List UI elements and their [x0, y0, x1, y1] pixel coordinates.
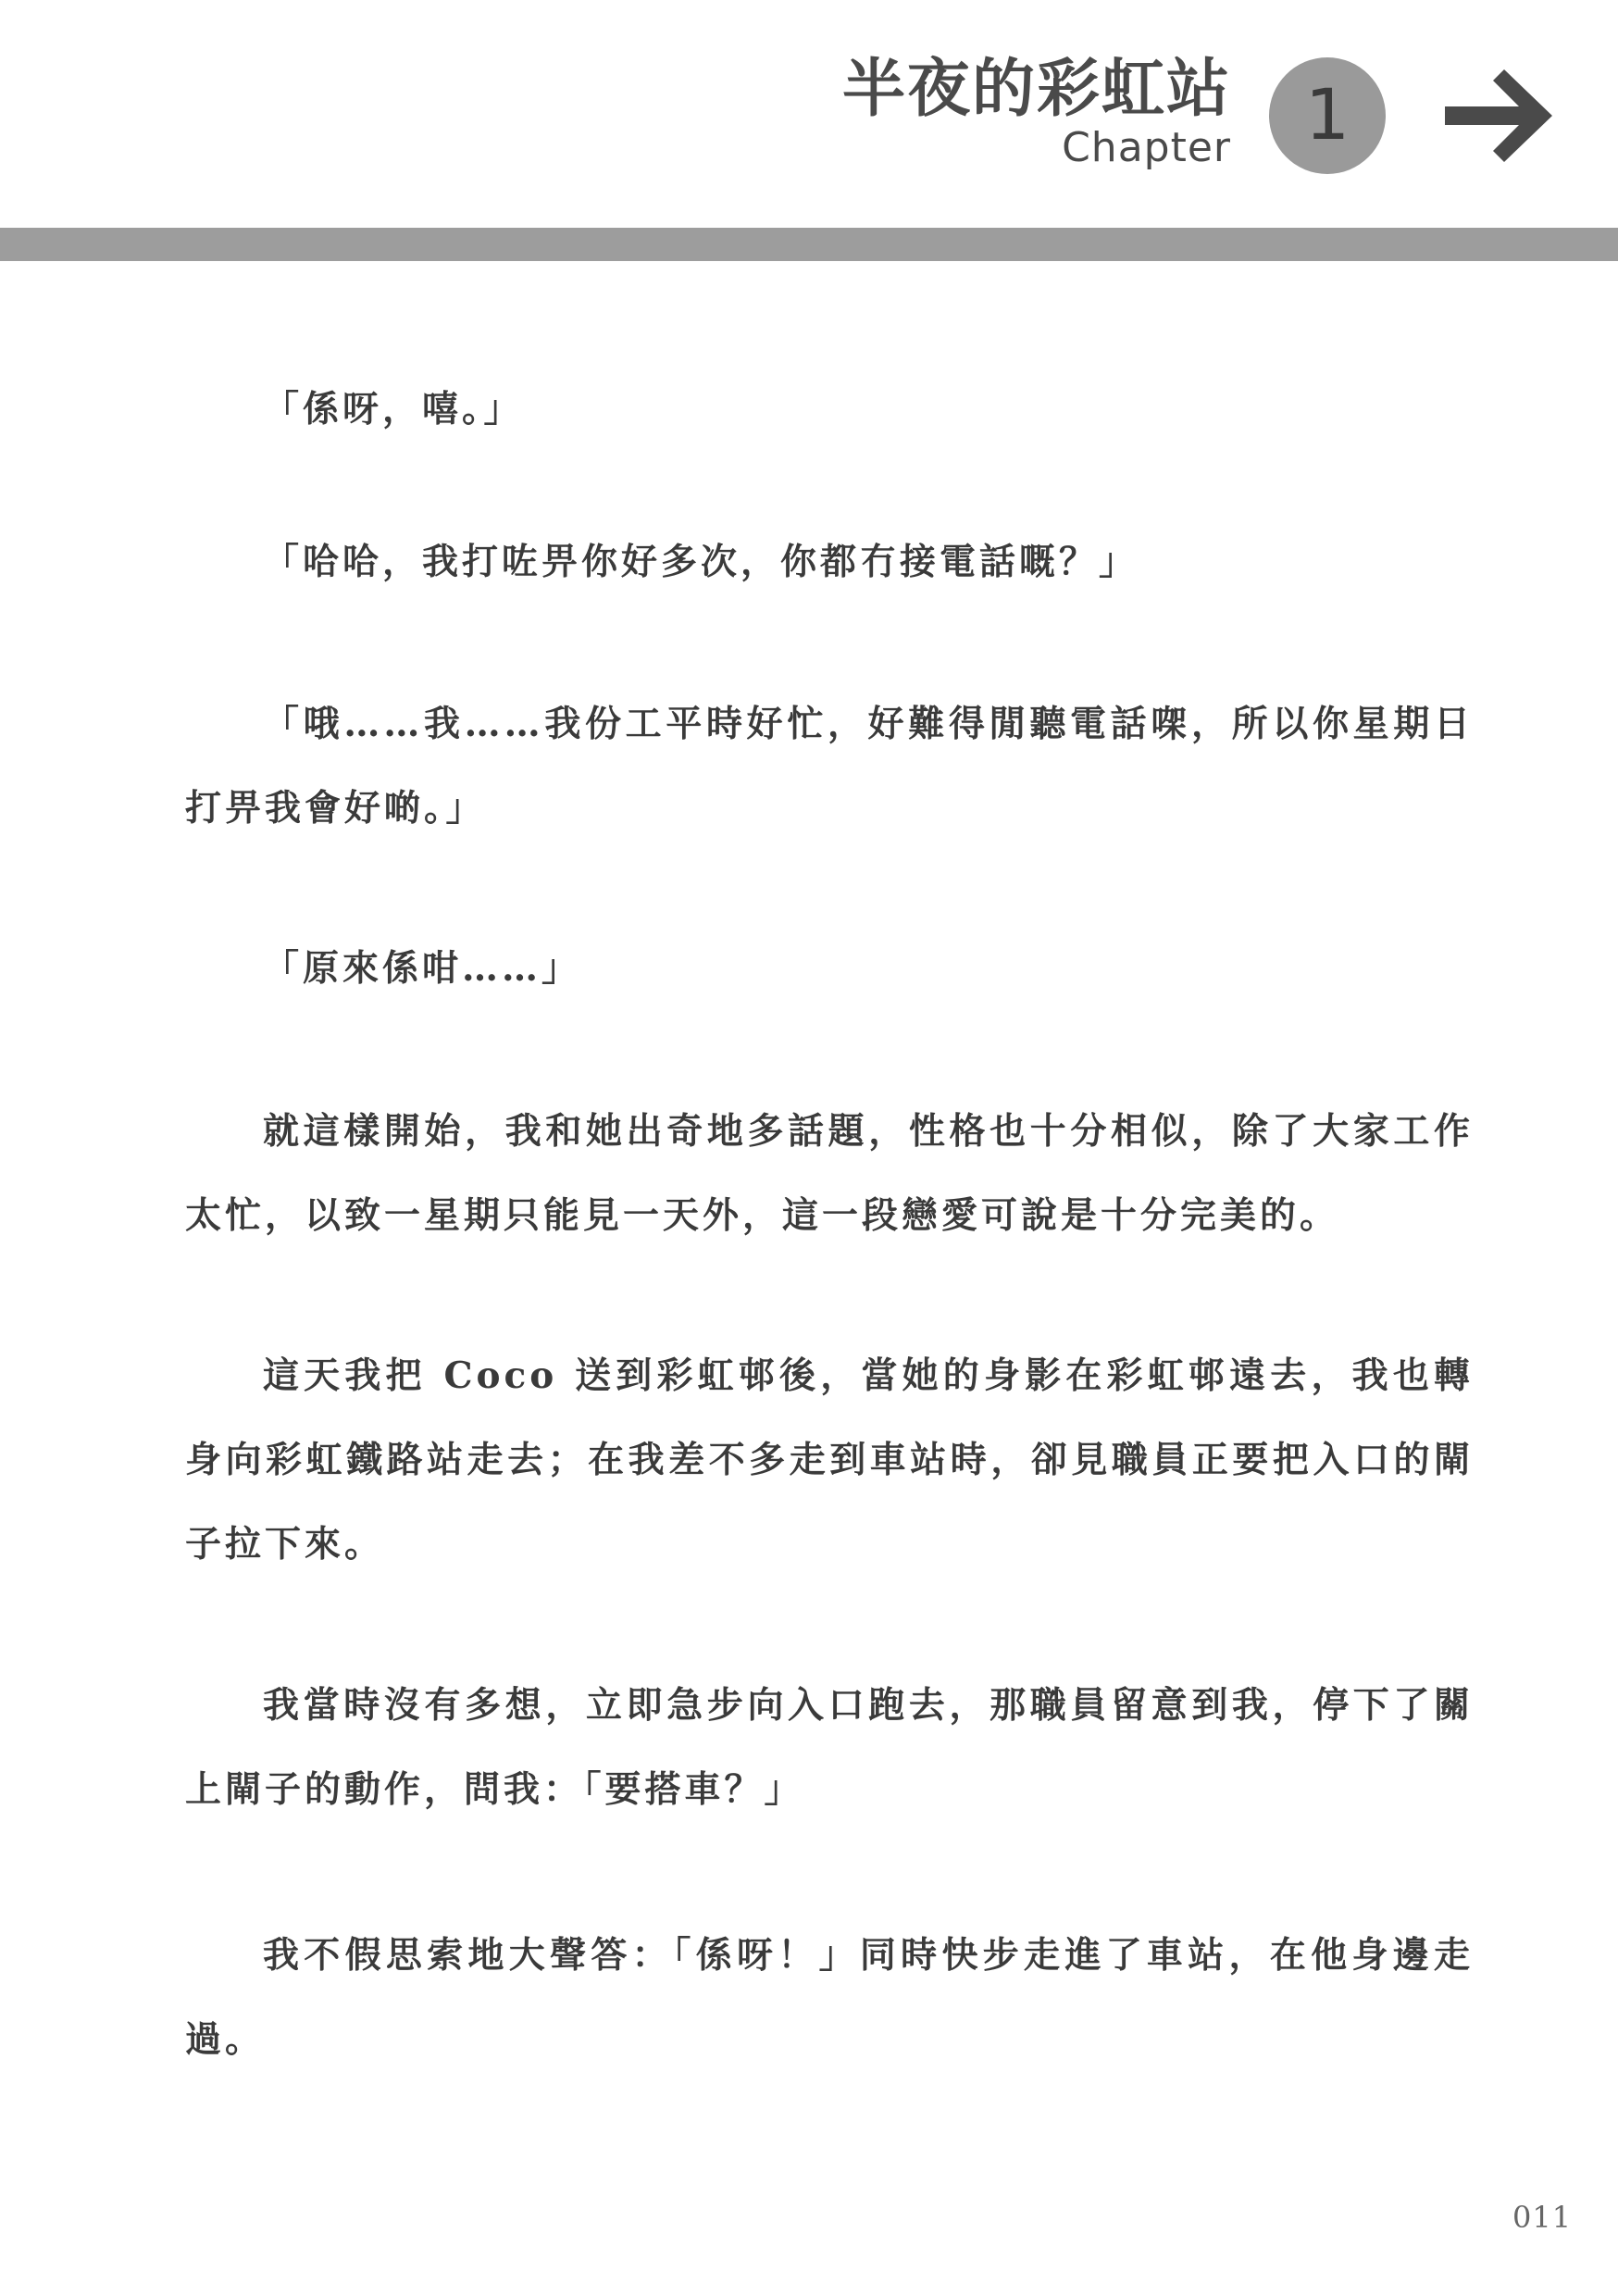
chapter-label: Chapter — [1062, 124, 1231, 171]
paragraph: 「原來係咁……」 — [263, 947, 582, 990]
paragraph: 「哈哈，我打咗畀你好多次，你都冇接電話嘅？」 — [263, 541, 1139, 583]
paragraph: 我不假思索地大聲答：「係呀！」同時快步走進了車站，在他身邊走過。 — [185, 1934, 1474, 2061]
paragraph: 就這樣開始，我和她出奇地多話題，性格也十分相似，除了大家工作太忙，以致一星期只能見一天外，這一段戀愛可說是十分完美的。 — [185, 1110, 1474, 1237]
paragraph: 「哦……我……我份工平時好忙，好難得閒聽電話㗎，所以你星期日打畀我會好啲。」 — [185, 703, 1474, 830]
header-divider-bar — [0, 228, 1618, 261]
chapter-number-badge — [1269, 57, 1386, 174]
paragraph: 我當時沒有多想，立即急步向入口跑去，那職員留意到我，停下了關上閘子的動作，問我：「要搭車？」 — [185, 1684, 1474, 1811]
paragraph: 這天我把 Coco 送到彩虹邨後，當她的身影在彩虹邨遠去，我也轉身向彩虹鐵路站走去；在我差不多走到車站時，卻見職員正要把入口的閘子拉下來。 — [185, 1354, 1474, 1566]
chapter-number: 1 — [1304, 73, 1350, 156]
chapter-title: 半夜的彩虹站 — [841, 52, 1231, 126]
right-arrow-icon — [1439, 65, 1560, 167]
page-number: 011 — [1512, 2200, 1573, 2235]
paragraph: 「係呀，嘻。」 — [263, 388, 524, 430]
